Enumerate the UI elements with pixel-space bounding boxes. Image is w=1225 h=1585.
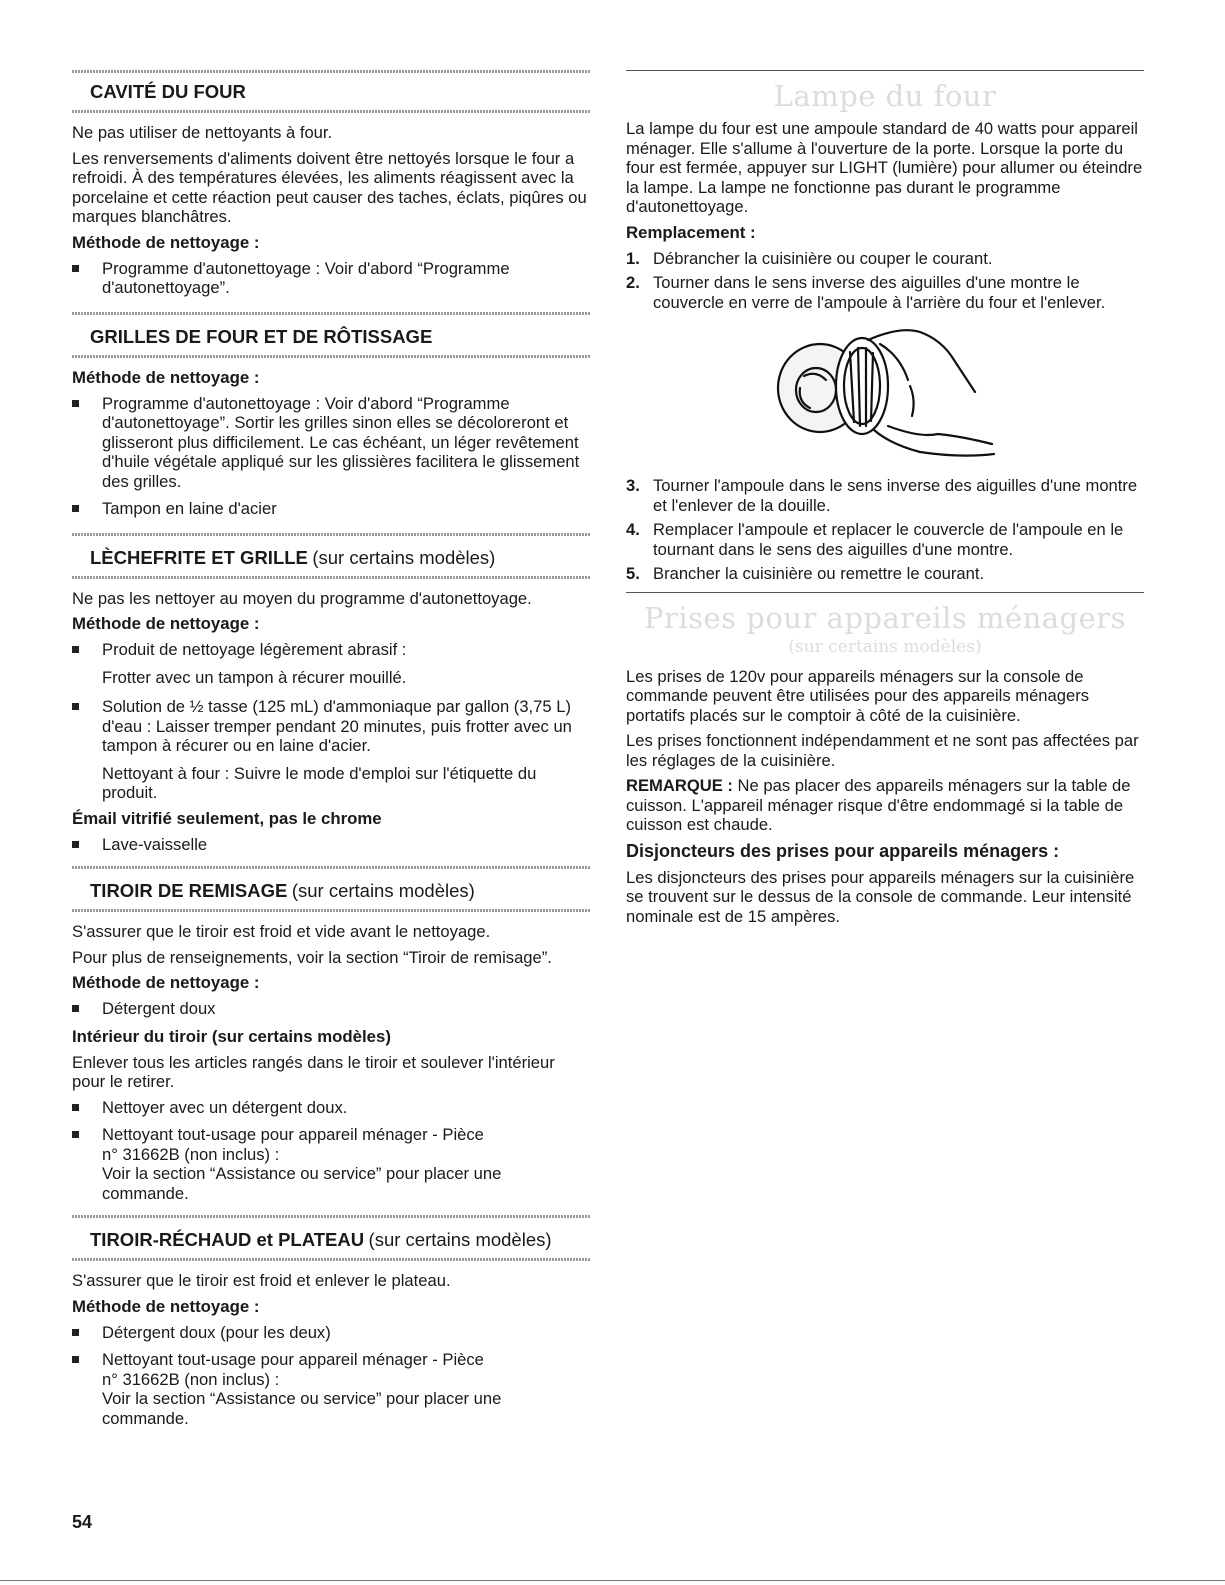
paragraph: Enlever tous les articles rangés dans le tiroir et soulever l'intérieur pour le retirer. bbox=[72, 1052, 555, 1091]
section-heading-cavite bbox=[72, 70, 590, 113]
bullet-list bbox=[72, 697, 590, 756]
section-heading-grilles bbox=[72, 312, 590, 358]
section-divider bbox=[626, 70, 1144, 71]
section-title-prises: Prises pour appareils ménagers bbox=[643, 600, 1127, 635]
page-number: 54 bbox=[72, 1512, 93, 1532]
numbered-step bbox=[626, 564, 1144, 584]
paragraph: Les renversements d'aliments doivent être nettoyés lorsque le four a refroidi. À des températures élevées, les aliments réagissent avec la porcelaine et cette réaction peut causer des taches, éclats, piqûres ou marques blanchâtres. bbox=[72, 148, 587, 226]
heading-text: LÈCHEFRITE ET GRILLE bbox=[90, 546, 308, 568]
paragraph: S'assurer que le tiroir est froid et enlever le plateau. bbox=[72, 1271, 451, 1290]
list-item-line: n° 31662B (non inclus) : bbox=[102, 1369, 280, 1389]
list-item: Tampon en laine d'acier bbox=[72, 499, 590, 519]
heading-subtext: (sur certains modèles) bbox=[291, 880, 475, 901]
subheading-disjoncteurs: Disjoncteurs des prises pour appareils ménagers : bbox=[626, 840, 1060, 861]
heading-subtext: (sur certains modèles) bbox=[368, 1229, 552, 1250]
note-label: REMARQUE : bbox=[626, 776, 733, 795]
list-item bbox=[72, 1125, 590, 1203]
heading-text: GRILLES DE FOUR ET DE RÔTISSAGE bbox=[90, 325, 433, 347]
step-text: Remplacer l'ampoule et replacer le couvercle de l'ampoule en le tournant dans le sens des aiguilles d'une montre. bbox=[653, 520, 1124, 559]
step-text: Débrancher la cuisinière ou couper le courant. bbox=[653, 248, 993, 268]
method-heading: Méthode de nettoyage : bbox=[72, 232, 260, 252]
list-item: Produit de nettoyage légèrement abrasif : bbox=[72, 640, 590, 660]
left-column bbox=[72, 70, 590, 1436]
method-heading: Méthode de nettoyage : bbox=[72, 367, 260, 387]
heading-subtext: (sur certains modèles) bbox=[312, 546, 496, 568]
bullet-list bbox=[72, 1323, 590, 1429]
list-item: Programme d'autonettoyage : Voir d'abord “Programme d'autonettoyage”. Sortir les grilles sinon elles se décoloreront et glisseront plus difficilement. Le cas échéant, un léger revêtement d'huile végétale appliqué sur les glissières facilitera le glissement des grilles. bbox=[72, 394, 590, 492]
paragraph-indented: Nettoyant à four : Suivre le mode d'emploi sur l'étiquette du produit. bbox=[102, 763, 537, 802]
list-item: Lave-vaisselle bbox=[72, 835, 590, 855]
subheading-email: Émail vitrifié seulement, pas le chrome bbox=[72, 808, 382, 828]
subheading-interieur: Intérieur du tiroir (sur certains modèles) bbox=[72, 1026, 391, 1046]
bullet-list bbox=[72, 999, 590, 1019]
section-heading-tiroir bbox=[72, 866, 590, 912]
numbered-step bbox=[626, 249, 1144, 269]
method-heading: Méthode de nettoyage : bbox=[72, 973, 260, 992]
section-subtitle-prises: (sur certains modèles) bbox=[788, 636, 982, 657]
section-heading-rechaud bbox=[72, 1215, 590, 1261]
paragraph: Les prises fonctionnent indépendamment et ne sont pas affectées par les réglages de la cuisinière. bbox=[626, 731, 1139, 770]
note-paragraph bbox=[626, 776, 1144, 835]
list-item: Nettoyer avec un détergent doux. bbox=[72, 1098, 590, 1118]
heading-text: TIROIR-RÉCHAUD et PLATEAU bbox=[90, 1229, 365, 1250]
step-text: Tourner l'ampoule dans le sens inverse des aiguilles d'une montre et l'enlever de la douille. bbox=[653, 476, 1138, 515]
method-heading: Méthode de nettoyage : bbox=[72, 1296, 260, 1316]
numbered-step bbox=[626, 476, 1144, 515]
list-item-line: Nettoyant tout-usage pour appareil ménager - Pièce bbox=[102, 1125, 484, 1144]
subheading-remplacement: Remplacement : bbox=[626, 222, 756, 242]
page-bottom-border bbox=[0, 1580, 1225, 1581]
heading-text: CAVITÉ DU FOUR bbox=[90, 81, 246, 102]
bullet-list bbox=[72, 640, 590, 660]
bullet-list bbox=[72, 835, 590, 855]
step-number: 1. bbox=[626, 248, 640, 268]
paragraph: La lampe du four est une ampoule standard de 40 watts pour appareil ménager. Elle s'allume à l'ouverture de la porte. Lorsque la porte du four est fermée, appuyer sur LIGHT (lumière) pour allumer ou éteindre la lampe. La lampe ne fonctionne pas durant le programme d'autonettoyage. bbox=[626, 119, 1143, 216]
bullet-list bbox=[72, 1098, 590, 1204]
step-number: 2. bbox=[626, 273, 640, 292]
step-text: Brancher la cuisinière ou remettre le courant. bbox=[653, 564, 985, 583]
list-item-line: Voir la section “Assistance ou service” pour placer une commande. bbox=[102, 1389, 502, 1428]
right-column bbox=[626, 70, 1144, 932]
paragraph: Les disjoncteurs des prises pour appareils ménagers sur la cuisinière se trouvent sur le dessus de la console de commande. Leur intensité nominale est de 15 ampères. bbox=[626, 867, 1135, 926]
numbered-step bbox=[626, 273, 1144, 312]
heading-text: TIROIR DE REMISAGE bbox=[90, 880, 288, 901]
numbered-list bbox=[626, 476, 1144, 584]
bullet-list bbox=[72, 259, 590, 298]
step-number: 4. bbox=[626, 520, 640, 539]
paragraph: Ne pas utiliser de nettoyants à four. bbox=[72, 123, 333, 142]
step-text: Tourner dans le sens inverse des aiguilles d'une montre le couvercle en verre de l'ampoule à l'arrière du four et l'enlever. bbox=[653, 273, 1106, 312]
paragraph: S'assurer que le tiroir est froid et vide avant le nettoyage. bbox=[72, 922, 491, 941]
note-text: Ne pas placer des appareils ménagers sur la table de cuisson. L'appareil ménager risque d'être endommagé si la table de cuisson est chaude. bbox=[626, 776, 1131, 834]
list-item-line: Voir la section “Assistance ou service” pour placer une commande. bbox=[102, 1164, 502, 1203]
paragraph-indented: Frotter avec un tampon à récurer mouillé. bbox=[102, 667, 407, 687]
method-heading: Méthode de nettoyage : bbox=[72, 614, 260, 633]
list-item: Programme d'autonettoyage : Voir d'abord “Programme d'autonettoyage”. bbox=[72, 259, 590, 298]
list-item: Détergent doux (pour les deux) bbox=[72, 1323, 590, 1343]
bulb-replacement-illustration bbox=[770, 326, 1000, 466]
list-item: Solution de ½ tasse (125 mL) d'ammoniaque par gallon (3,75 L) d'eau : Laisser tremper pendant 20 minutes, puis frotter avec un tampon à récurer ou en laine d'acier. bbox=[72, 697, 590, 756]
paragraph: Ne pas les nettoyer au moyen du programme d'autonettoyage. bbox=[72, 588, 532, 608]
paragraph: Pour plus de renseignements, voir la section “Tiroir de remisage”. bbox=[72, 947, 552, 967]
section-title-lampe: Lampe du four bbox=[773, 79, 997, 113]
list-item-line: Nettoyant tout-usage pour appareil ménager - Pièce bbox=[102, 1350, 484, 1369]
section-heading-lechefrite bbox=[72, 533, 590, 579]
step-number: 5. bbox=[626, 564, 640, 583]
list-item-line: n° 31662B (non inclus) : bbox=[102, 1144, 280, 1164]
list-item bbox=[72, 1350, 590, 1428]
numbered-list bbox=[626, 249, 1144, 313]
step-number: 3. bbox=[626, 476, 640, 495]
numbered-step bbox=[626, 520, 1144, 559]
section-divider bbox=[626, 592, 1144, 593]
bullet-list bbox=[72, 394, 590, 519]
paragraph: Les prises de 120v pour appareils ménagers sur la console de commande peuvent être utilisées pour des appareils ménagers portatifs placés sur le comptoir à côté de la cuisinière. bbox=[626, 666, 1090, 725]
list-item: Détergent doux bbox=[72, 999, 590, 1019]
